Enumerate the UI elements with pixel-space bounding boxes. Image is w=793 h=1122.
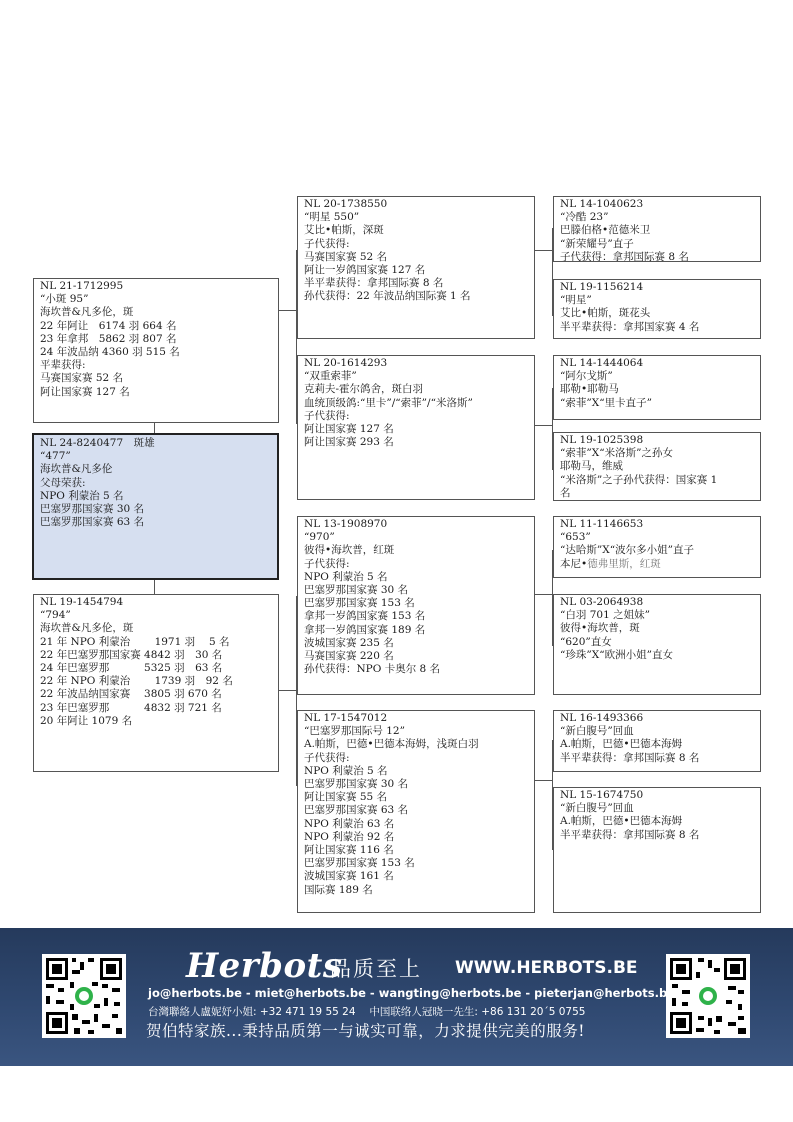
ring-number: NL 20-1614293 (304, 357, 388, 369)
result-heading: 父母荣获: (40, 476, 86, 489)
ring-number: NL 19-1025398 (560, 434, 644, 446)
detail: “620”直女 (560, 635, 612, 648)
breeder: 克莉夫-霍尔鸽舍，斑白羽 (304, 383, 424, 396)
result: 23 年拿邦 5862 羽 807 名 (40, 332, 177, 345)
pigeon-name: “阿尔戈斯” (560, 370, 613, 383)
breeder-first: 本尼• (560, 557, 588, 570)
result: 半平辈获得：拿邦国际赛 8 名 (560, 751, 700, 764)
breeder: 耶勒马，维威 (560, 460, 623, 473)
breeder: 海坎普&凡多伦，斑 (40, 306, 134, 319)
contact-phones: 台灣聯絡人盧妮妤小姐: +32 471 19 55 24 中国联络人冠晓一先生: +86 131 20´5 0755 (148, 1006, 586, 1018)
connector (278, 310, 297, 311)
pigeon-name: “477” (40, 450, 71, 463)
result: 巴塞罗那国家赛 153 名 (304, 857, 415, 870)
result: 20 年阿让 1079 名 (40, 714, 133, 727)
breeder: 彼得•海坎普，斑 (560, 622, 640, 635)
connector (534, 780, 553, 781)
result: NPO 利蒙治 5 名 (304, 570, 388, 583)
ring-number: NL 14-1040623 (560, 198, 644, 210)
ring-number: NL 17-1547012 (304, 712, 388, 724)
pigeon-name: “新白腹号”回血 (560, 725, 634, 738)
result: 马赛国家赛 52 名 (40, 372, 124, 385)
ring-number: NL 15-1674750 (560, 789, 644, 801)
result: 22 年巴塞罗那国家赛 4842 羽 30 名 (40, 648, 223, 661)
great-grandparent-card-4[interactable] (553, 432, 761, 501)
result: 名 (560, 486, 571, 499)
breeder: 巴滕伯格•范德米卫 (560, 224, 651, 237)
ring-number: NL 21-1712995 (40, 280, 124, 292)
result: 马赛国家赛 220 名 (304, 650, 394, 663)
result: 马赛国家赛 52 名 (304, 250, 388, 263)
result: 阿让国家赛 55 名 (304, 791, 388, 804)
pigeon-name: “双重索菲” (304, 370, 357, 383)
ring-number: NL 14-1444064 (560, 357, 644, 369)
result: 国际赛 189 名 (304, 883, 373, 896)
slogan: 品质至上 (330, 957, 422, 981)
wechat-qr-code-right[interactable] (666, 954, 750, 1038)
great-grandparent-card-6[interactable] (553, 594, 761, 695)
great-grandparent-card-1[interactable] (553, 196, 761, 262)
result: 子代获得：拿邦国际赛 8 名 (560, 250, 689, 262)
breeder: 艾比•帕斯，深斑 (304, 224, 384, 237)
ring-number: NL 03-2064938 (560, 596, 644, 608)
result: 22 年波品纳国家赛 3805 羽 670 名 (40, 688, 222, 701)
result-heading: 子代获得: (304, 751, 350, 764)
breeder: 艾比•帕斯，斑花头 (560, 307, 651, 320)
result: 巴塞罗那国家赛 63 名 (40, 516, 145, 529)
great-grandparent-card-7[interactable] (553, 710, 761, 772)
result: 孙代获得：NPO 卡奥尔 8 名 (304, 663, 441, 676)
website-link[interactable]: WWW.HERBOTS.BE (455, 958, 638, 978)
result: 拿邦一岁鸽国家赛 153 名 (304, 610, 426, 623)
ring-number: NL 13-1908970 (304, 518, 388, 530)
pigeon-name: “索菲”X“米洛斯”之孙女 (560, 447, 673, 460)
result: 半平辈获得：拿邦国际赛 8 名 (304, 277, 444, 290)
subject-card[interactable] (32, 433, 279, 580)
result: 23 年巴塞罗那 4832 羽 721 名 (40, 701, 222, 714)
herbots-logo: Herbots (186, 946, 343, 986)
result-heading: 子代获得: (304, 409, 350, 422)
qr-code-icon (42, 954, 126, 1038)
connector (534, 250, 553, 251)
result: 阿让一岁鸽国家赛 127 名 (304, 264, 426, 277)
ring-number: NL 16-1493366 (560, 712, 644, 724)
pigeon-name: “巴塞罗那国际号 12” (304, 725, 405, 738)
result: NPO 利蒙治 5 名 (40, 489, 124, 502)
result: “米洛斯”之子孙代获得：国家赛 1 (560, 473, 718, 486)
dam-sire-card[interactable] (297, 516, 535, 695)
great-grandparent-card-3[interactable] (553, 355, 761, 420)
result: 波城国家赛 235 名 (304, 636, 394, 649)
pigeon-name: “794” (40, 609, 71, 622)
breeder-rest: 德弗里斯，红斑 (587, 557, 661, 570)
pigeon-name: “小斑 95” (40, 293, 89, 306)
bloodline: 血统顶级鸽:“里卡”/“索菲”/“米洛斯” (304, 396, 473, 409)
result: 24 年波品纳 4360 羽 515 名 (40, 346, 180, 359)
result: 22 年 NPO 利蒙治 1739 羽 92 名 (40, 675, 233, 688)
result: 半平辈获得：拿邦国际赛 8 名 (560, 828, 700, 841)
pigeon-name: “653” (560, 531, 591, 544)
result: 22 年阿让 6174 羽 664 名 (40, 319, 177, 332)
breeder: 海坎普&凡多伦，斑 (40, 622, 134, 635)
result: 巴塞罗那国家赛 30 名 (304, 584, 409, 597)
result: 波城国家赛 161 名 (304, 870, 394, 883)
great-grandparent-card-8[interactable] (553, 787, 761, 913)
dam-card[interactable] (33, 594, 279, 772)
wechat-qr-code-left[interactable] (42, 954, 126, 1038)
sire-card[interactable] (33, 278, 279, 423)
tagline: 贺伯特家族...秉持品质第一与诚实可靠，力求提供完美的服务! (146, 1022, 586, 1040)
result: NPO 利蒙治 63 名 (304, 817, 395, 830)
pigeon-name: “明星” (560, 294, 592, 307)
ring-number: NL 19-1156214 (560, 281, 644, 293)
detail: “达哈斯”X“波尔多小姐”直子 (560, 544, 694, 557)
ring-number: NL 19-1454794 (40, 596, 124, 608)
ring-number: NL 20-1738550 (304, 198, 388, 210)
pigeon-name: “明星 550” (304, 211, 360, 224)
breeder: A.帕斯，巴德•巴德本海姆，浅斑白羽 (304, 738, 479, 751)
sire-dam-card[interactable] (297, 355, 535, 500)
result: 巴塞罗那国家赛 30 名 (40, 503, 145, 516)
result: 半平辈获得：拿邦国家赛 4 名 (560, 320, 700, 333)
breeder: 海坎普&凡多伦 (40, 463, 113, 476)
result: 阿让国家赛 116 名 (304, 844, 394, 857)
email-addresses[interactable]: jo@herbots.be - miet@herbots.be - wangting@herbots.be - pieterjan@herbots.be (148, 986, 676, 1000)
result: NPO 利蒙治 92 名 (304, 830, 395, 843)
connector (154, 579, 155, 595)
qr-code-icon (666, 954, 750, 1038)
sire-sire-card[interactable] (297, 196, 535, 339)
pigeon-name: “新白腹号”回血 (560, 802, 634, 815)
ring-number: NL 24-8240477 斑雄 (40, 437, 155, 449)
breeder: A.帕斯，巴德•巴德本海姆 (560, 738, 683, 751)
result: 24 年巴塞罗那 5325 羽 63 名 (40, 662, 223, 675)
result: 孙代获得：22 年波品纳国际赛 1 名 (304, 290, 471, 303)
ring-number: NL 11-1146653 (560, 518, 644, 530)
breeder: 彼得•海坎普，红斑 (304, 544, 395, 557)
result: 巴塞罗那国家赛 153 名 (304, 597, 415, 610)
great-grandparent-card-5[interactable] (553, 516, 761, 578)
result: 阿让国家赛 127 名 (304, 423, 394, 436)
result: 巴塞罗那国家赛 63 名 (304, 804, 409, 817)
connector (534, 594, 553, 595)
dam-dam-card[interactable] (297, 710, 535, 913)
pigeon-name: “白羽 701 之姐妹” (560, 609, 650, 622)
pigeon-name: “970” (304, 531, 335, 544)
result: 阿让国家赛 127 名 (40, 385, 130, 398)
result-heading: 平辈获得: (40, 359, 86, 372)
breeder: 耶勒•耶勒马 (560, 383, 619, 396)
result: 阿让国家赛 293 名 (304, 436, 394, 449)
result: 巴塞罗那国家赛 30 名 (304, 778, 409, 791)
result: 21 年 NPO 利蒙治 1971 羽 5 名 (40, 635, 230, 648)
connector (534, 425, 553, 426)
great-grandparent-card-2[interactable] (553, 279, 761, 339)
result-heading: 子代获得: (304, 557, 350, 570)
detail: “珍珠”X“欧洲小姐”直女 (560, 648, 673, 661)
pigeon-name: “冷酷 23” (560, 211, 609, 224)
result-heading: 子代获得: (304, 237, 350, 250)
detail: “新荣耀号”直子 (560, 237, 634, 250)
breeder: A.帕斯，巴德•巴德本海姆 (560, 815, 683, 828)
result: NPO 利蒙治 5 名 (304, 764, 388, 777)
breeder (560, 558, 754, 571)
detail: “索菲”X“里卡直子” (560, 396, 652, 409)
result: 拿邦一岁鸽国家赛 189 名 (304, 623, 426, 636)
connector (278, 690, 297, 691)
